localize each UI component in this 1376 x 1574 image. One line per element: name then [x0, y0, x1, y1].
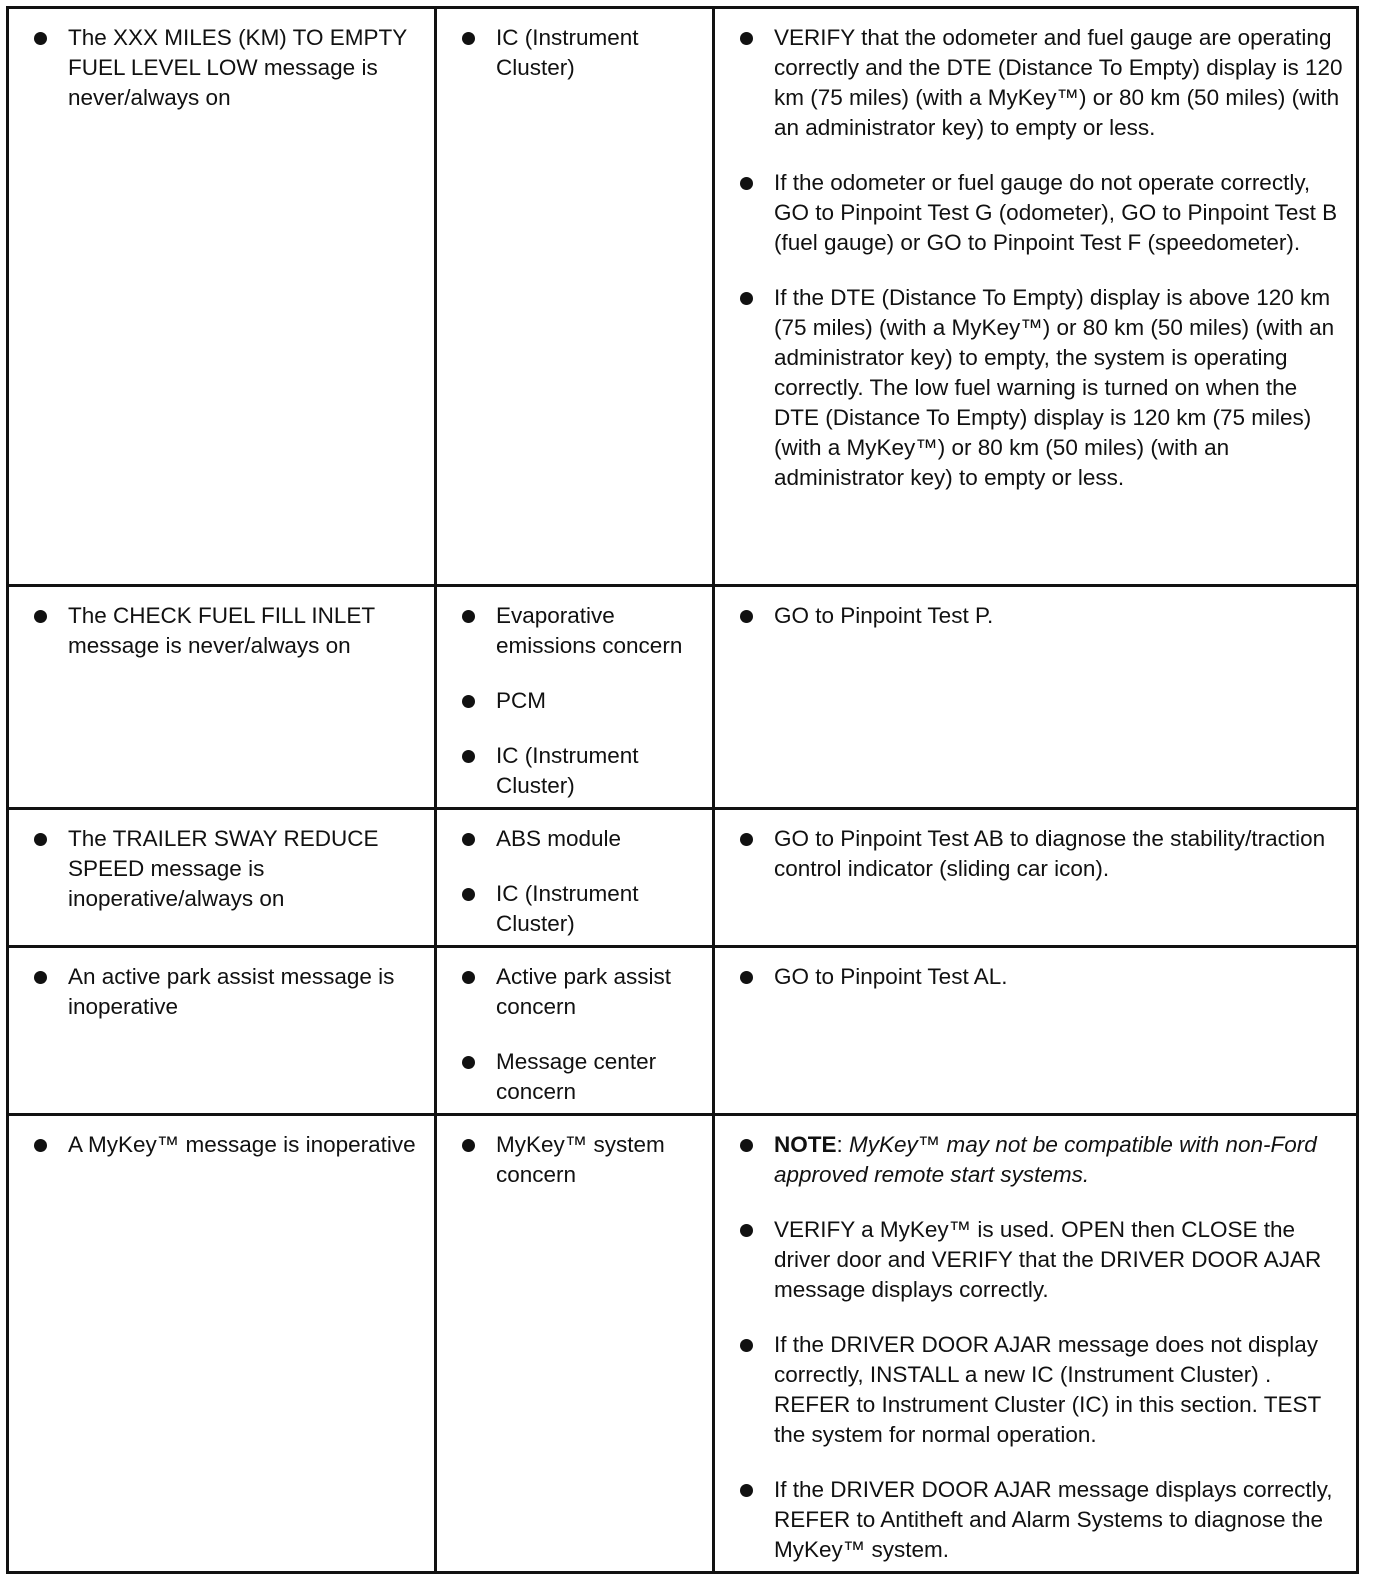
table-row: [8, 586, 1358, 809]
symptom-item: The TRAILER SWAY REDUCE SPEED message is inoperative/always on: [31, 824, 426, 914]
action-cell: [714, 947, 1358, 1115]
source-item: IC (Instrument Cluster): [459, 23, 704, 83]
action-item: If the DRIVER DOOR AJAR message does not display correctly, INSTALL a new IC (Instrument Cluster) . REFER to Instrument Cluster (IC) in this section. TEST the system for normal operation.: [737, 1330, 1348, 1450]
action-item: GO to Pinpoint Test AL.: [737, 962, 1348, 992]
symptom-cell: [8, 947, 436, 1115]
action-item: VERIFY that the odometer and fuel gauge are operating correctly and the DTE (Distance To Empty) display is 120 km (75 miles) (with a MyKey™) or 80 km (50 miles) (with an administrator key) to empty or less.: [737, 23, 1348, 143]
source-cell: [436, 8, 714, 586]
source-item: PCM: [459, 686, 704, 716]
action-cell: [714, 8, 1358, 586]
symptom-cell: [8, 8, 436, 586]
source-item: ABS module: [459, 824, 704, 854]
source-cell: [436, 1115, 714, 1573]
symptom-cell: [8, 809, 436, 947]
action-item: If the DTE (Distance To Empty) display is above 120 km (75 miles) (with a MyKey™) or 80 km (50 miles) (with an administrator key) to empty, the system is operating correctly. The low fuel warning is turned on when the DTE (Distance To Empty) display is 120 km (75 miles) (with a MyKey™) or 80 km (50 miles) (with an administrator key) to empty or less.: [737, 283, 1348, 493]
action-item: VERIFY a MyKey™ is used. OPEN then CLOSE the driver door and VERIFY that the DRIVER DOOR AJAR message displays correctly.: [737, 1215, 1348, 1305]
note-label: NOTE: [774, 1132, 837, 1157]
source-item: IC (Instrument Cluster): [459, 741, 704, 801]
table-row: [8, 947, 1358, 1115]
source-item: Active park assist concern: [459, 962, 704, 1022]
symptom-item: An active park assist message is inoperative: [31, 962, 426, 1022]
symptom-chart-table: [6, 6, 1359, 1574]
source-item: Evaporative emissions concern: [459, 601, 704, 661]
source-item: IC (Instrument Cluster): [459, 879, 704, 939]
action-item: If the odometer or fuel gauge do not operate correctly, GO to Pinpoint Test G (odometer), GO to Pinpoint Test B (fuel gauge) or GO to Pinpoint Test F (speedometer).: [737, 168, 1348, 258]
symptom-cell: [8, 586, 436, 809]
action-cell: [714, 809, 1358, 947]
symptom-item: The CHECK FUEL FILL INLET message is never/always on: [31, 601, 426, 661]
table-row: [8, 1115, 1358, 1573]
action-cell: [714, 586, 1358, 809]
symptom-cell: [8, 1115, 436, 1573]
note-text: MyKey™ may not be compatible with non-Ford approved remote start systems.: [774, 1132, 1317, 1187]
symptom-item: The XXX MILES (KM) TO EMPTY FUEL LEVEL LOW message is never/always on: [31, 23, 426, 113]
table-row: [8, 8, 1358, 586]
table-row: [8, 809, 1358, 947]
source-cell: [436, 586, 714, 809]
action-item: GO to Pinpoint Test P.: [737, 601, 1348, 631]
source-cell: [436, 947, 714, 1115]
action-cell: [714, 1115, 1358, 1573]
symptom-item: A MyKey™ message is inoperative: [31, 1130, 426, 1160]
source-item: MyKey™ system concern: [459, 1130, 704, 1190]
action-item: GO to Pinpoint Test AB to diagnose the stability/traction control indicator (sliding car icon).: [737, 824, 1348, 884]
note-item: NOTE: MyKey™ may not be compatible with non-Ford approved remote start systems.: [737, 1130, 1348, 1190]
source-cell: [436, 809, 714, 947]
action-item: If the DRIVER DOOR AJAR message displays correctly, REFER to Antitheft and Alarm Systems to diagnose the MyKey™ system.: [737, 1475, 1348, 1565]
source-item: Message center concern: [459, 1047, 704, 1107]
